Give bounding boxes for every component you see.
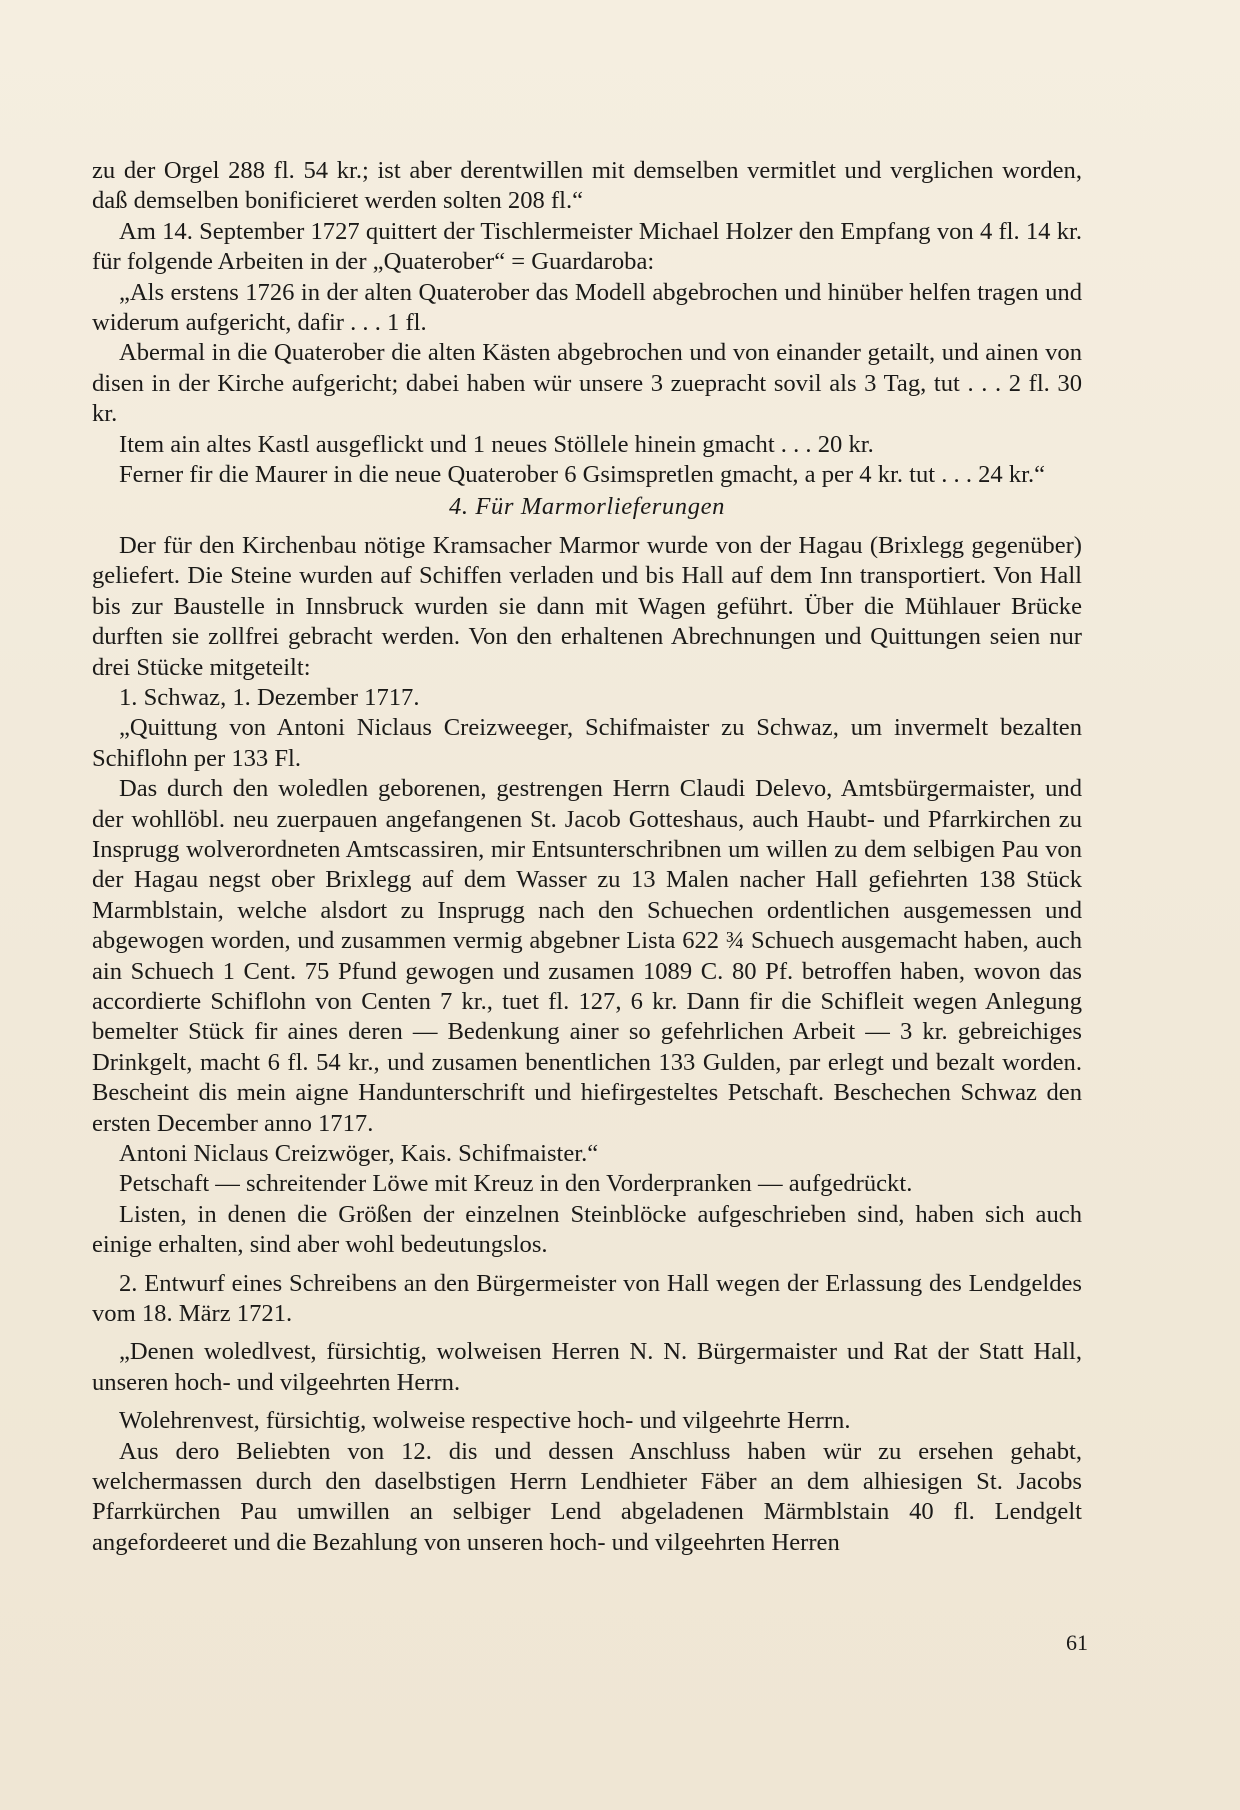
paragraph: „Quittung von Antoni Niclaus Creizweeger, Schifmaister zu Schwaz, um invermelt bezalten Schiflohn per 133 Fl. bbox=[92, 714, 1082, 772]
paragraph: 1. Schwaz, 1. Dezember 1717. bbox=[119, 683, 420, 711]
paragraph: Am 14. September 1727 quittert der Tischlermeister Michael Holzer den Empfang von 4 fl. 14 kr. für folgende Arbeiten in der „Quaterober“ = Guardaroba: bbox=[92, 217, 1082, 276]
paragraph: Item ain altes Kastl ausgeflickt und 1 neues Stöllele hinein gmacht . . . 20 kr. bbox=[119, 430, 874, 458]
section-heading: 4. Für Marmorlieferungen bbox=[448, 493, 726, 521]
paragraph: „Denen woledlvest, fürsichtig, wolweisen Herren N. N. Bürgermaister und Rat der Statt Hall, unseren hoch- und vilgeehrten Herrn. bbox=[92, 1338, 1082, 1396]
paragraph: Antoni Niclaus Creizwöger, Kais. Schifmaister.“ bbox=[119, 1140, 599, 1167]
paragraph: Petschaft — schreitender Löwe mit Kreuz in den Vorderpranken — aufgedrückt. bbox=[119, 1170, 913, 1198]
paragraph: Ferner fir die Maurer in die neue Quaterober 6 Gsimspretlen gmacht, a per 4 kr. tut . . . 24 kr.“ bbox=[119, 461, 1046, 489]
paragraph: Wolehrenvest, fürsichtig, wolweise respective hoch- und vilgeehrte Herrn. bbox=[119, 1407, 851, 1435]
paragraph: Der für den Kirchenbau nötige Kramsacher Marmor wurde von der Hagau (Brixlegg gegenüber) geliefert. Die Steine wurden auf Schiffen verladen und bis Hall auf dem Inn transportiert. Von Hall bis zur Baustelle in Innsbruck wurden sie dann mit Wagen geführt. Über die Mühlauer Brücke durften sie zollfrei gebracht werden. Von den erhaltenen Abrechnungen und Quittungen seien nur drei Stücke mitgeteilt: bbox=[92, 531, 1082, 681]
paragraph: „Als erstens 1726 in der alten Quaterober das Modell abgebrochen und hinüber helfen tragen und widerum aufgericht, dafir . . . 1 fl. bbox=[92, 278, 1082, 337]
page-number: 61 bbox=[1066, 1630, 1088, 1655]
paragraph: Listen, in denen die Größen der einzelnen Steinblöcke aufgeschrieben sind, haben sich auch einige erhalten, sind aber wohl bedeutungslos. bbox=[92, 1200, 1082, 1259]
paragraph: Abermal in die Quaterober die alten Kästen abgebrochen und von einander getailt, und ainen von disen in der Kirche aufgericht; dabei haben wür unsere 3 zuepracht sovil als 3 Tag, tut . . . 2 fl. 30 kr. bbox=[92, 339, 1082, 428]
paragraph: Aus dero Beliebten von 12. dis und dessen Anschluss haben wür zu ersehen gehabt, welchermassen durch den daselbstigen Herrn Lendhieter Fäber an dem alhiesigen St. Jacobs Pfarrkürchen Pau umwillen an selbiger Lend abgeladenen Märmblstain 40 fl. Lendgelt angefordeeret und die Bezahlung von unseren hoch- und vilgeehrten Herren bbox=[92, 1437, 1082, 1556]
paragraph: 2. Entwurf eines Schreibens an den Bürgermeister von Hall wegen der Erlassung des Lendgeldes vom 18. März 1721. bbox=[92, 1269, 1082, 1328]
paragraph: Das durch den woledlen geborenen, gestrengen Herrn Claudi Delevo, Amtsbürgermaister, und der wohllöbl. neu zuerpauen angefangenen St. Jacob Gotteshaus, auch Haubt- und Pfarrkirchen zu Insprugg wolverordneten Amtscassiren, mir Entsunterschribnen um willen zu dem selbigen Pau von der Hagau negst ober Brixlegg auf dem Wasser zu 13 Malen nacher Hall gefiehrten 138 Stück Marmblstain, welche alsdort zu Insprugg nach den Schuechen ordentlichen ausgemessen und abgewogen worden, und zusammen vermig abgebner Lista 622 ¾ Schuech ausgemacht haben, auch ain Schuech 1 Cent. 75 Pfund gewogen und zusamen 1089 C. 80 Pf. betroffen haben, wovon das accordierte Schiflohn von Centen 7 kr., tuet fl. 127, 6 kr. Dann fir die Schifleit wegen Anlegung bemelter Stück fir aines deren — Bedenkung ainer so gefehrlichen Arbeit — 3 kr. gebreichiges Drinkgelt, macht 6 fl. 54 kr., und zusamen benentlichen 133 Gulden, par erlegt und bezalt worden. Bescheint dis mein aigne Handunterschrift und hiefirgesteltes Petschaft. Beschechen Schwaz den ersten December anno 1717. bbox=[92, 775, 1082, 1137]
page-body bbox=[92, 156, 1082, 1558]
paragraph: zu der Orgel 288 fl. 54 kr.; ist aber derentwillen mit demselben vermitlet und verglichen worden, daß demselben bonificieret werden solten 208 fl.“ bbox=[92, 157, 1082, 215]
